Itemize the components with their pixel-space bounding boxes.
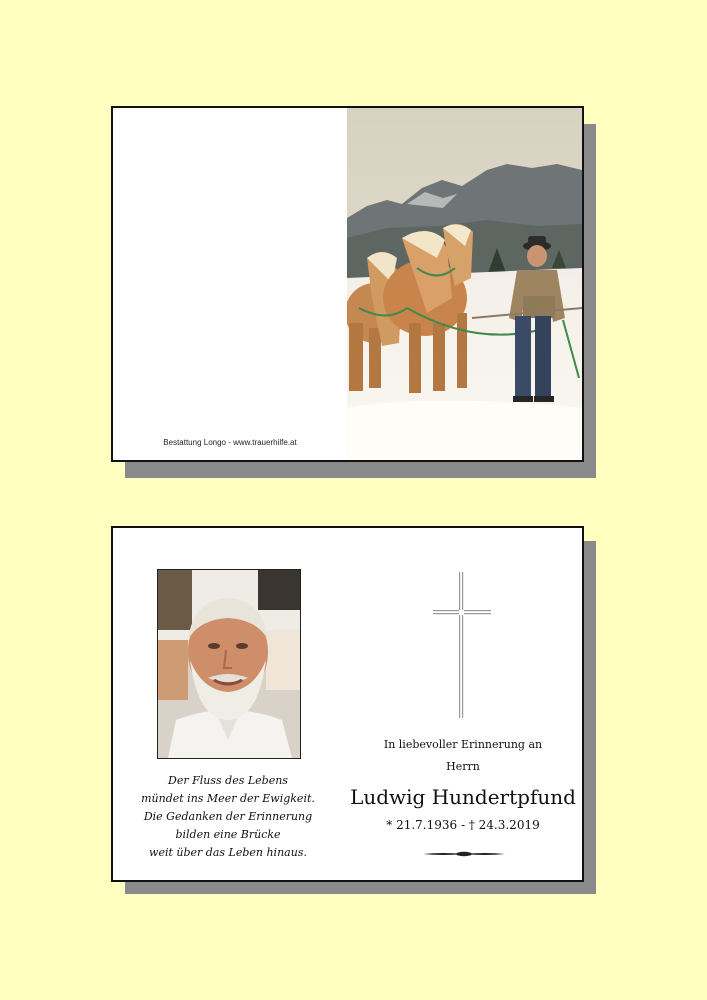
poem-line: bilden eine Brücke [175, 828, 281, 841]
memorial-intro: In liebevoller Erinnerung an [383, 738, 543, 751]
card-inside [111, 526, 584, 882]
deceased-name: Ludwig Hundertpfund [350, 785, 576, 809]
ornament-divider-icon [423, 850, 505, 858]
life-dates: * 21.7.1936 - † 24.3.2019 [386, 818, 540, 832]
portrait-photo [157, 569, 301, 759]
card-front [111, 106, 584, 462]
cross-icon [431, 572, 493, 720]
horses-in-snow-photo [347, 108, 582, 460]
poem-line: Der Fluss des Lebens [168, 774, 288, 787]
card-back-panel [113, 108, 347, 460]
undertaker-credit: Bestattung Longo - www.trauerhilfe.at [163, 438, 297, 447]
salutation: Herrn [446, 760, 480, 773]
poem-line: Die Gedanken der Erinnerung [143, 810, 313, 823]
poem-line: mündet ins Meer der Ewigkeit. [141, 792, 315, 805]
poem-text [133, 772, 323, 862]
poem-line: weit über das Leben hinaus. [149, 846, 307, 859]
